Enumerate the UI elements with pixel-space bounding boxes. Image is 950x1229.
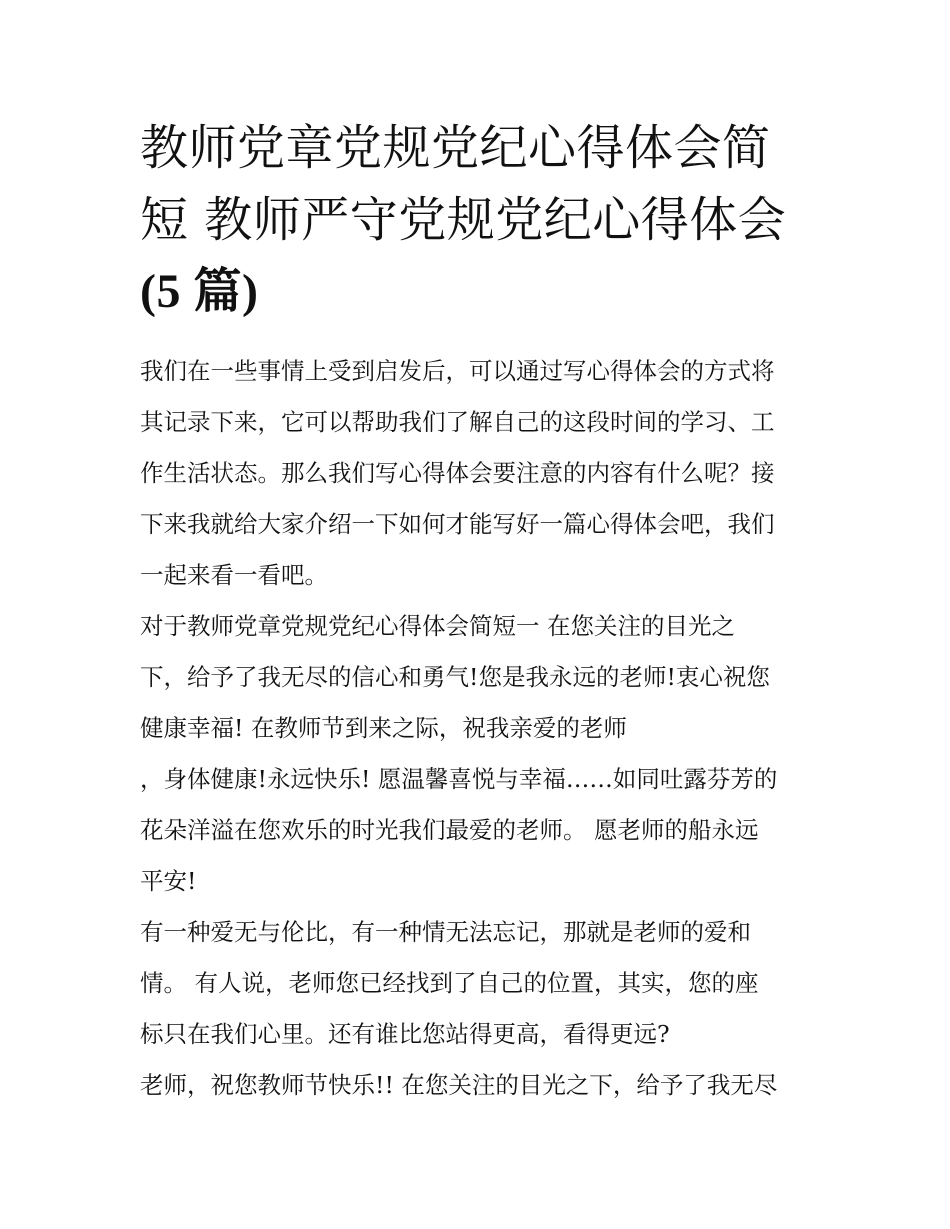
text-line: 健康幸福! 在教师节到来之际，祝我亲爱的老师 (140, 714, 627, 742)
text-line: 我们在一些事情上受到启发后，可以通过写心得体会的方式将 (140, 357, 775, 385)
text-line: 下来我就给大家介绍一下如何才能写好一篇心得体会吧，我们 (140, 510, 775, 538)
paragraph-one (140, 601, 830, 907)
text-line: 情。 有人说，老师您已经找到了自己的位置，其实，您的座 (140, 969, 759, 997)
document-title (140, 112, 830, 328)
document-body (140, 346, 830, 1111)
text-line: 对于教师党章党规党纪心得体会简短一 在您关注的目光之 (140, 612, 735, 640)
text-line: 作生活状态。那么我们写心得体会要注意的内容有什么呢？接 (140, 459, 775, 487)
title-line: (5 篇) (140, 265, 259, 318)
text-line: ，身体健康!永远快乐! 愿温馨喜悦与幸福……如同吐露芬芳的 (140, 765, 778, 793)
text-line: 老师，祝您教师节快乐!! 在您关注的目光之下，给予了我无尽 (140, 1071, 778, 1099)
document-page (140, 112, 830, 1111)
paragraph-two (140, 907, 830, 1060)
paragraph-three (140, 1060, 830, 1111)
paragraph-intro (140, 346, 830, 601)
text-line: 一起来看一看吧。 (140, 561, 328, 589)
text-line: 标只在我们心里。还有谁比您站得更高，看得更远? (140, 1020, 670, 1048)
text-line: 有一种爱无与伦比，有一种情无法忘记，那就是老师的爱和 (140, 918, 751, 946)
title-line: 短 教师严守党规党纪心得体会 (140, 192, 787, 248)
text-line: 其记录下来，它可以帮助我们了解自己的这段时间的学习、工 (140, 408, 775, 436)
title-line: 教师党章党规党纪心得体会简 (140, 120, 771, 176)
text-line: 平安! (140, 867, 197, 895)
text-line: 下，给予了我无尽的信心和勇气!您是我永远的老师!衷心祝您 (140, 663, 770, 691)
text-line: 花朵洋溢在您欢乐的时光我们最爱的老师。 愿老师的船永远 (140, 816, 759, 844)
